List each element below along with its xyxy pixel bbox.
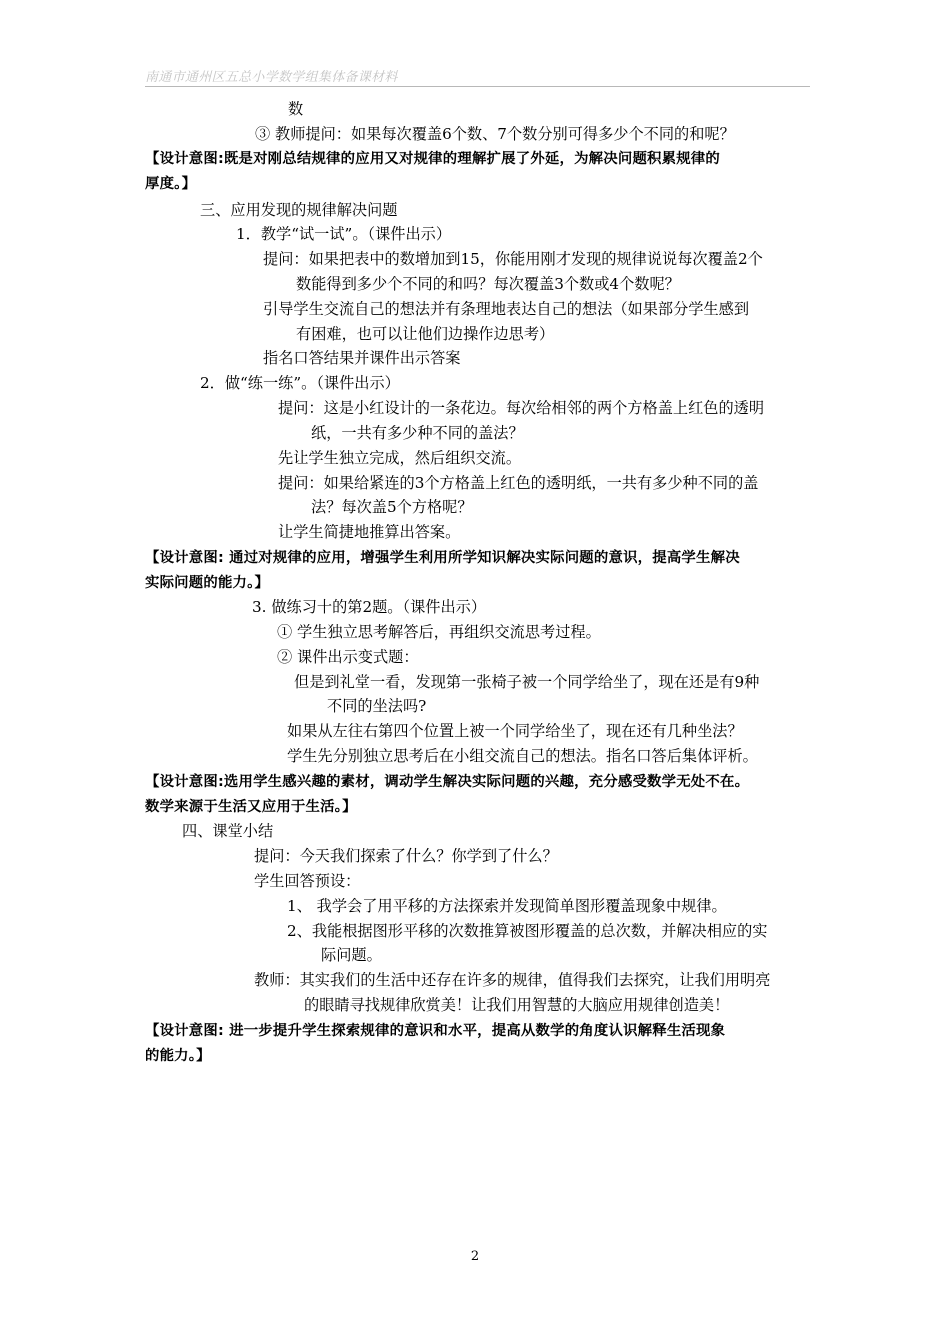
design-intent-line: 数学来源于生活又应用于生活。】 <box>145 799 357 815</box>
text-line: 法？每次盖5个方格呢？ <box>311 498 473 516</box>
text-line: 提问：如果给紧连的3个方格盖上红色的透明纸，一共有多少种不同的盖 <box>278 474 759 492</box>
design-intent-line: 【设计意图: 通过对规律的应用，增强学生利用所学知识解决实际问题的意识，提高学生解决 <box>145 550 740 566</box>
text-line: 引导学生交流自己的想法并有条理地表达自己的想法（如果部分学生感到 <box>263 300 749 318</box>
text-line: 1、 我学会了用平移的方法探索并发现简单图形覆盖现象中规律。 <box>287 897 727 915</box>
design-intent-line: 【设计意图:选用学生感兴趣的素材，调动学生解决实际问题的兴趣，充分感受数学无处不在。 <box>145 774 750 790</box>
text-line: 学生回答预设： <box>254 872 361 890</box>
section-heading: 三、应用发现的规律解决问题 <box>200 201 398 219</box>
text-line: 教师：其实我们的生活中还存在许多的规律，值得我们去探究，让我们用明亮 <box>254 971 771 989</box>
page-header <box>145 66 810 87</box>
header-title: 南通市通州区五总小学数学组集体备课材料 <box>145 70 398 85</box>
text-line: ① 学生独立思考解答后，再组织交流思考过程。 <box>277 623 601 641</box>
text-line: 学生先分别独立思考后在小组交流自己的想法。指名口答后集体评析。 <box>287 747 758 765</box>
text-line: 不同的坐法吗? <box>327 697 427 715</box>
text-line: ② 课件出示变式题： <box>277 648 419 666</box>
text-line: 2．做“练一练”。（课件出示） <box>200 374 400 392</box>
section-heading: 四、课堂小结 <box>182 822 274 840</box>
design-intent-line: 的能力。】 <box>145 1048 211 1064</box>
page-number: 2 <box>470 1249 480 1264</box>
text-line: 但是到礼堂一看，发现第一张椅子被一个同学给坐了，现在还是有9种 <box>294 673 760 691</box>
text-line: 指名口答结果并课件出示答案 <box>263 349 461 367</box>
text-line: 提问：今天我们探索了什么？你学到了什么？ <box>254 847 558 865</box>
text-line: 如果从左往右第四个位置上被一个同学给坐了，现在还有几种坐法？ <box>287 722 743 740</box>
text-line: 数 <box>288 100 304 118</box>
design-intent-line: 【设计意图: 进一步提升学生探索规律的意识和水平，提高从数学的角度认识解释生活现象 <box>145 1023 726 1039</box>
design-intent-line: 厚度。】 <box>145 176 197 192</box>
design-intent-line: 实际问题的能力。】 <box>145 575 270 591</box>
text-line: 1．教学“试一试”。（课件出示） <box>236 225 452 243</box>
text-line: ③ 教师提问：如果每次覆盖6个数、7个数分别可得多少个不同的和呢？ <box>255 125 735 143</box>
text-line: 有困难，也可以让他们边操作边思考） <box>296 325 555 343</box>
text-line: 让学生简捷地推算出答案。 <box>278 523 461 541</box>
text-line: 3. 做练习十的第2题。（课件出示） <box>252 598 487 616</box>
text-line: 数能得到多少个不同的和吗？每次覆盖3个数或4个数呢？ <box>296 275 680 293</box>
text-line: 纸，一共有多少种不同的盖法？ <box>311 424 524 442</box>
text-line: 提问：这是小红设计的一条花边。每次给相邻的两个方格盖上红色的透明 <box>278 399 764 417</box>
text-line: 的眼睛寻找规律欣赏美！让我们用智慧的大脑应用规律创造美！ <box>304 996 730 1014</box>
design-intent-line: 【设计意图:既是对刚总结规律的应用又对规律的理解扩展了外延，为解决问题积累规律的 <box>145 151 720 167</box>
text-line: 先让学生独立完成，然后组织交流。 <box>278 449 521 467</box>
text-line: 际问题。 <box>321 946 382 964</box>
text-line: 提问：如果把表中的数增加到15，你能用刚才发现的规律说说每次覆盖2个 <box>263 250 763 268</box>
text-line: 2、我能根据图形平移的次数推算被图形覆盖的总次数，并解决相应的实 <box>287 922 768 940</box>
